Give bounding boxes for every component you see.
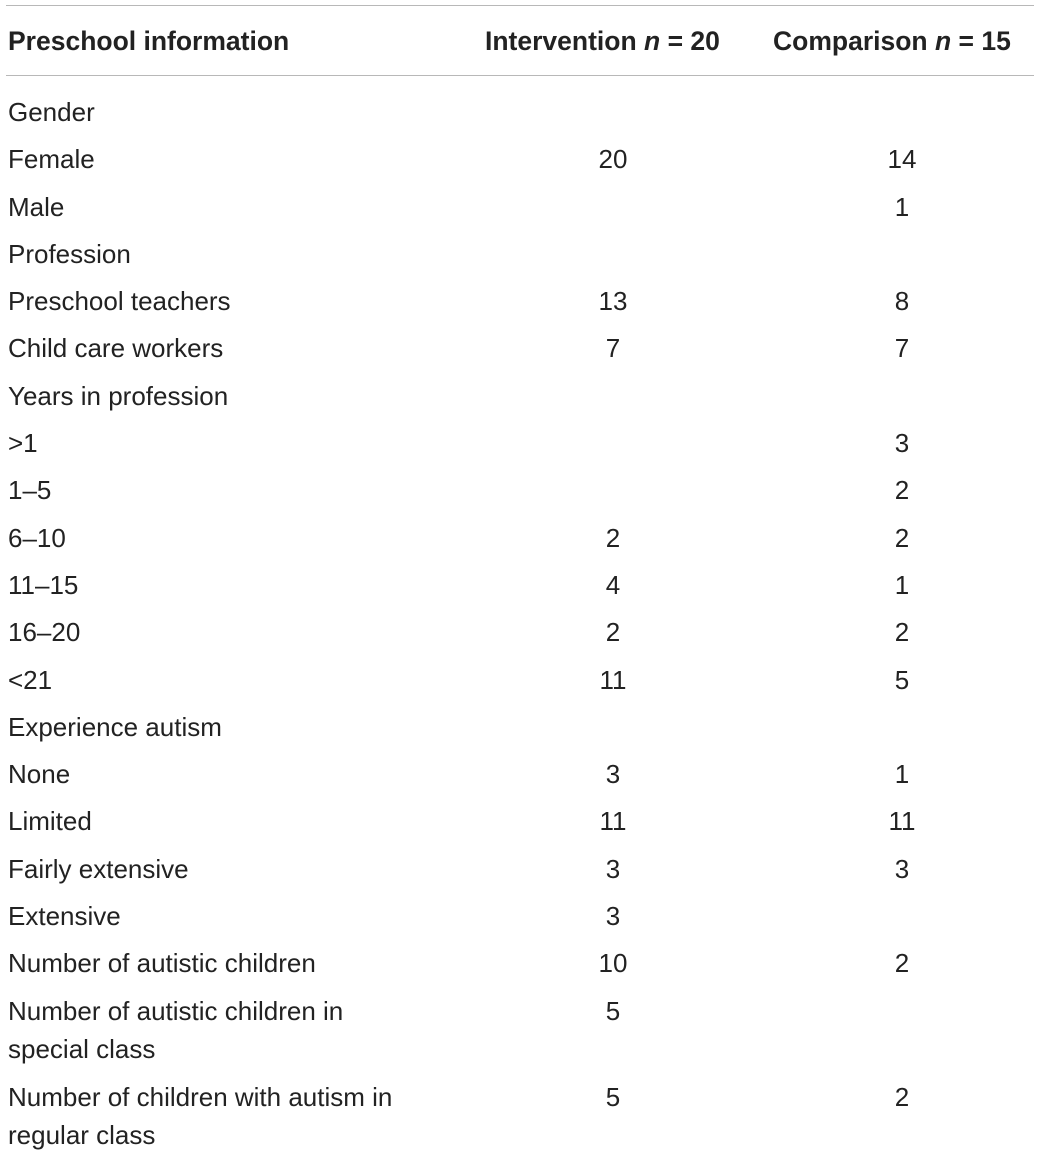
intervention-value: 5 xyxy=(605,995,621,1026)
table-row xyxy=(0,657,1040,704)
comparison-value: 11 xyxy=(888,806,916,837)
header-intervention-value: = 20 xyxy=(667,26,720,56)
table-row xyxy=(0,940,1040,987)
row-label: Male xyxy=(8,191,65,222)
comparison-value: 5 xyxy=(894,664,910,695)
table-row xyxy=(0,184,1040,231)
row-label: Female xyxy=(8,144,95,175)
table-row xyxy=(0,515,1040,562)
comparison-value: 2 xyxy=(894,617,910,648)
intervention-value: 13 xyxy=(598,286,628,317)
comparison-value: 2 xyxy=(894,1081,910,1112)
row-label: Gender xyxy=(8,97,95,127)
comparison-value: 1 xyxy=(894,759,910,790)
comparison-value: 2 xyxy=(894,475,910,506)
table-header-row xyxy=(0,20,1040,64)
table-row xyxy=(0,798,1040,845)
table-row xyxy=(0,325,1040,372)
intervention-value: 3 xyxy=(605,759,621,790)
table-row xyxy=(0,89,1040,136)
header-intervention-label: Intervention xyxy=(485,26,637,56)
comparison-value: 1 xyxy=(894,191,910,222)
row-label: Preschool teachers xyxy=(8,286,231,317)
comparison-value: 7 xyxy=(894,333,910,364)
table-row xyxy=(0,893,1040,940)
row-label: Number of autistic children in special class xyxy=(8,995,344,1064)
intervention-value: 3 xyxy=(605,853,621,884)
table-top-rule xyxy=(6,5,1034,6)
intervention-value: 11 xyxy=(599,806,627,837)
table-row xyxy=(0,846,1040,893)
row-label: 16–20 xyxy=(8,617,81,648)
header-intervention-n: n xyxy=(644,26,661,56)
comparison-value: 3 xyxy=(894,853,910,884)
intervention-value: 4 xyxy=(605,569,621,600)
comparison-value: 3 xyxy=(894,428,910,459)
row-label: Number of children with autism in regular class xyxy=(8,1081,393,1150)
table-row xyxy=(0,467,1040,514)
header-comparison-value: = 15 xyxy=(958,26,1011,56)
intervention-value: 7 xyxy=(605,333,621,364)
table-body xyxy=(0,89,1040,1160)
intervention-value: 11 xyxy=(599,664,627,695)
header-preschool-information: Preschool information xyxy=(8,26,290,56)
intervention-value: 2 xyxy=(605,617,621,648)
intervention-value: 20 xyxy=(598,144,628,175)
table-row xyxy=(0,420,1040,467)
comparison-value: 1 xyxy=(894,569,910,600)
row-label: <21 xyxy=(8,664,53,695)
header-comparison xyxy=(773,26,1011,57)
table-row xyxy=(0,373,1040,420)
table-row xyxy=(0,988,1040,1074)
row-label: Years in profession xyxy=(8,380,229,411)
row-label: >1 xyxy=(8,428,38,459)
header-comparison-label: Comparison xyxy=(773,26,928,56)
table-row xyxy=(0,136,1040,183)
header-intervention xyxy=(485,26,720,57)
row-label: Profession xyxy=(8,238,131,269)
row-label: None xyxy=(8,759,71,790)
comparison-value: 2 xyxy=(894,948,910,979)
row-label: Fairly extensive xyxy=(8,853,189,884)
intervention-value: 2 xyxy=(605,522,621,553)
table-row xyxy=(0,278,1040,325)
table-row xyxy=(0,609,1040,656)
row-label: Number of autistic children xyxy=(8,948,316,979)
comparison-value: 8 xyxy=(894,286,910,317)
table-row xyxy=(0,1074,1040,1160)
row-label: Limited xyxy=(8,806,92,837)
table-row xyxy=(0,231,1040,278)
row-label: 1–5 xyxy=(8,475,52,506)
row-label: Child care workers xyxy=(8,333,224,364)
table-row xyxy=(0,704,1040,751)
table-header-rule xyxy=(6,75,1034,76)
intervention-value: 5 xyxy=(605,1081,621,1112)
row-label: 6–10 xyxy=(8,522,66,553)
row-label: Extensive xyxy=(8,901,121,932)
intervention-value: 3 xyxy=(605,901,621,932)
row-label: Experience autism xyxy=(8,711,222,742)
comparison-value: 14 xyxy=(887,144,917,175)
table-row xyxy=(0,751,1040,798)
comparison-value: 2 xyxy=(894,522,910,553)
table-row xyxy=(0,562,1040,609)
intervention-value: 10 xyxy=(598,948,628,979)
header-comparison-n: n xyxy=(934,26,952,56)
row-label: 11–15 xyxy=(8,569,79,600)
